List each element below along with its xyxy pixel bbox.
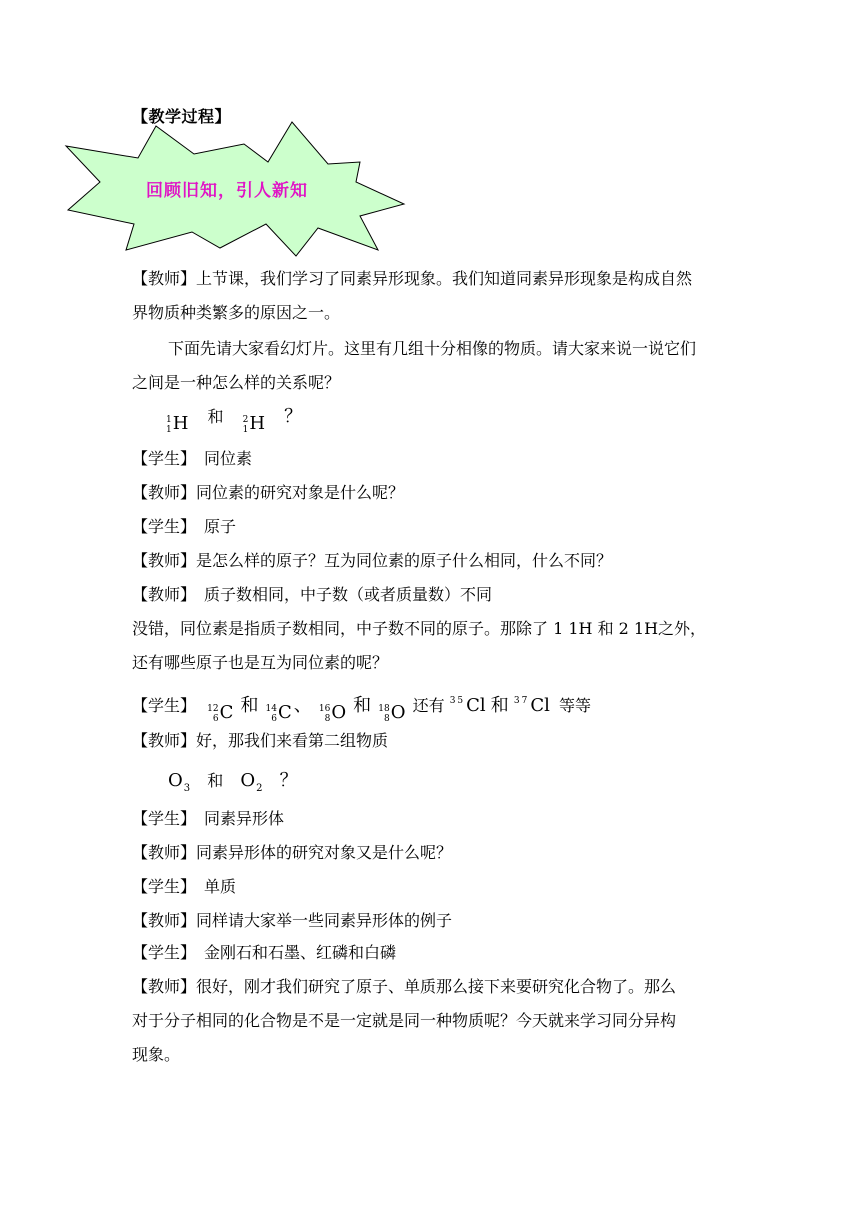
dialogue-text: 同位素 [204, 449, 253, 468]
dialogue-text: 原子 [204, 517, 237, 536]
speaker-tag: 【学生】 [132, 449, 197, 468]
dialogue-line-10 [132, 876, 236, 898]
paragraph-4-line-2: 对于分子相同的化合物是不是一定就是同一种物质呢？今天就来学习同分异构 [132, 1011, 677, 1030]
banner-text: 回顾旧知，引人新知 [146, 181, 308, 201]
hydrogen-isotopes-line: 1 1 H 和 2 1 H ？ [166, 406, 303, 435]
paragraph-2-line-1: 下面先请大家看幻灯片。这里有几组十分相像的物质。请大家来说一说它们 [168, 339, 697, 358]
dialogue-line-2 [132, 482, 404, 504]
dialogue-line-5 [132, 584, 492, 606]
dialogue-line-isotope-examples: 【学生】 12 6 C 和 14 6 C 、 16 8 O 和 18 8 O 还有 $^{35}$Cl 和 $^{37}$Cl 等等 [132, 695, 591, 724]
paragraph-teacher-1-line-1 [132, 268, 692, 290]
paragraph-4-line-1 [132, 976, 676, 998]
paragraph-text: 上节课，我们学习了同素异形现象。我们知道同素异形现象是构成自然 [196, 269, 693, 288]
dialogue-line-1 [132, 448, 252, 470]
speaker-tag: 【教师】 [132, 585, 197, 604]
speaker-tag: 【学生】 [132, 517, 197, 536]
dialogue-text: 好，那我们来看第二组物质 [196, 731, 389, 750]
paragraph-4-line-3: 现象。 [132, 1045, 181, 1064]
isotope-cl35: $^{35}$Cl [449, 695, 486, 716]
speaker-tag: 【教师】 [132, 483, 197, 502]
isotope-o16: 16 8 O [318, 702, 347, 724]
dialogue-line-7 [132, 730, 388, 752]
isotope-c14: 14 6 C [265, 702, 292, 724]
dialogue-line-12 [132, 942, 396, 964]
dialogue-line-9 [132, 842, 452, 864]
dialogue-text: 同素异形体的研究对象又是什么呢？ [196, 843, 453, 862]
speaker-tag: 【教师】 [132, 911, 197, 930]
speaker-tag: 【教师】 [132, 977, 197, 996]
speaker-tag: 【学生】 [132, 877, 197, 896]
isotope-c12: 12 6 C [207, 702, 234, 724]
dialogue-line-11 [132, 910, 452, 932]
ozone-oxygen-line: $O_3$ 和 $O_2$ ？ [168, 770, 298, 794]
paragraph-3-line-1: 没错，同位素是指质子数相同，中子数不同的原子。那除了 1 1H 和 2 1H之外， [132, 619, 707, 638]
section-heading: 【教学过程】 [132, 107, 232, 126]
dialogue-line-8 [132, 808, 284, 830]
speaker-tag: 【教师】 [132, 731, 197, 750]
paragraph-3-line-2: 还有哪些原子也是互为同位素的呢？ [132, 653, 389, 672]
dialogue-text: 质子数相同，中子数（或者质量数）不同 [204, 585, 493, 604]
paragraph-teacher-1-line-2: 界物质种类繁多的原因之一。 [132, 303, 341, 322]
isotope-o18: 18 8 O [378, 702, 406, 724]
dialogue-text: 同位素的研究对象是什么呢？ [196, 483, 405, 502]
paragraph-text: 很好，刚才我们研究了原子、单质那么接下来要研究化合物了。那么 [196, 977, 677, 996]
dialogue-text: 金刚石和石墨、红磷和白磷 [204, 943, 397, 962]
speaker-tag: 【学生】 [132, 809, 197, 828]
dialogue-text: 单质 [204, 877, 237, 896]
isotope-h2: 2 1 H [242, 413, 266, 435]
dialogue-text: 同素异形体 [204, 809, 285, 828]
speaker-tag: 【教师】 [132, 551, 197, 570]
dialogue-line-4 [132, 550, 612, 572]
speaker-tag: 【学生】 [132, 696, 197, 715]
speaker-tag: 【教师】 [132, 269, 197, 288]
speaker-tag: 【学生】 [132, 943, 197, 962]
isotope-cl37: $^{37}$Cl [513, 695, 550, 716]
dialogue-line-3 [132, 516, 236, 538]
dialogue-text: 是怎么样的原子？互为同位素的原子什么相同，什么不同？ [196, 551, 613, 570]
dialogue-text: 同样请大家举一些同素异形体的例子 [196, 911, 453, 930]
speaker-tag: 【教师】 [132, 843, 197, 862]
isotope-h1: 1 1 H [166, 413, 189, 435]
paragraph-2-line-2: 之间是一种怎么样的关系呢？ [132, 373, 341, 392]
